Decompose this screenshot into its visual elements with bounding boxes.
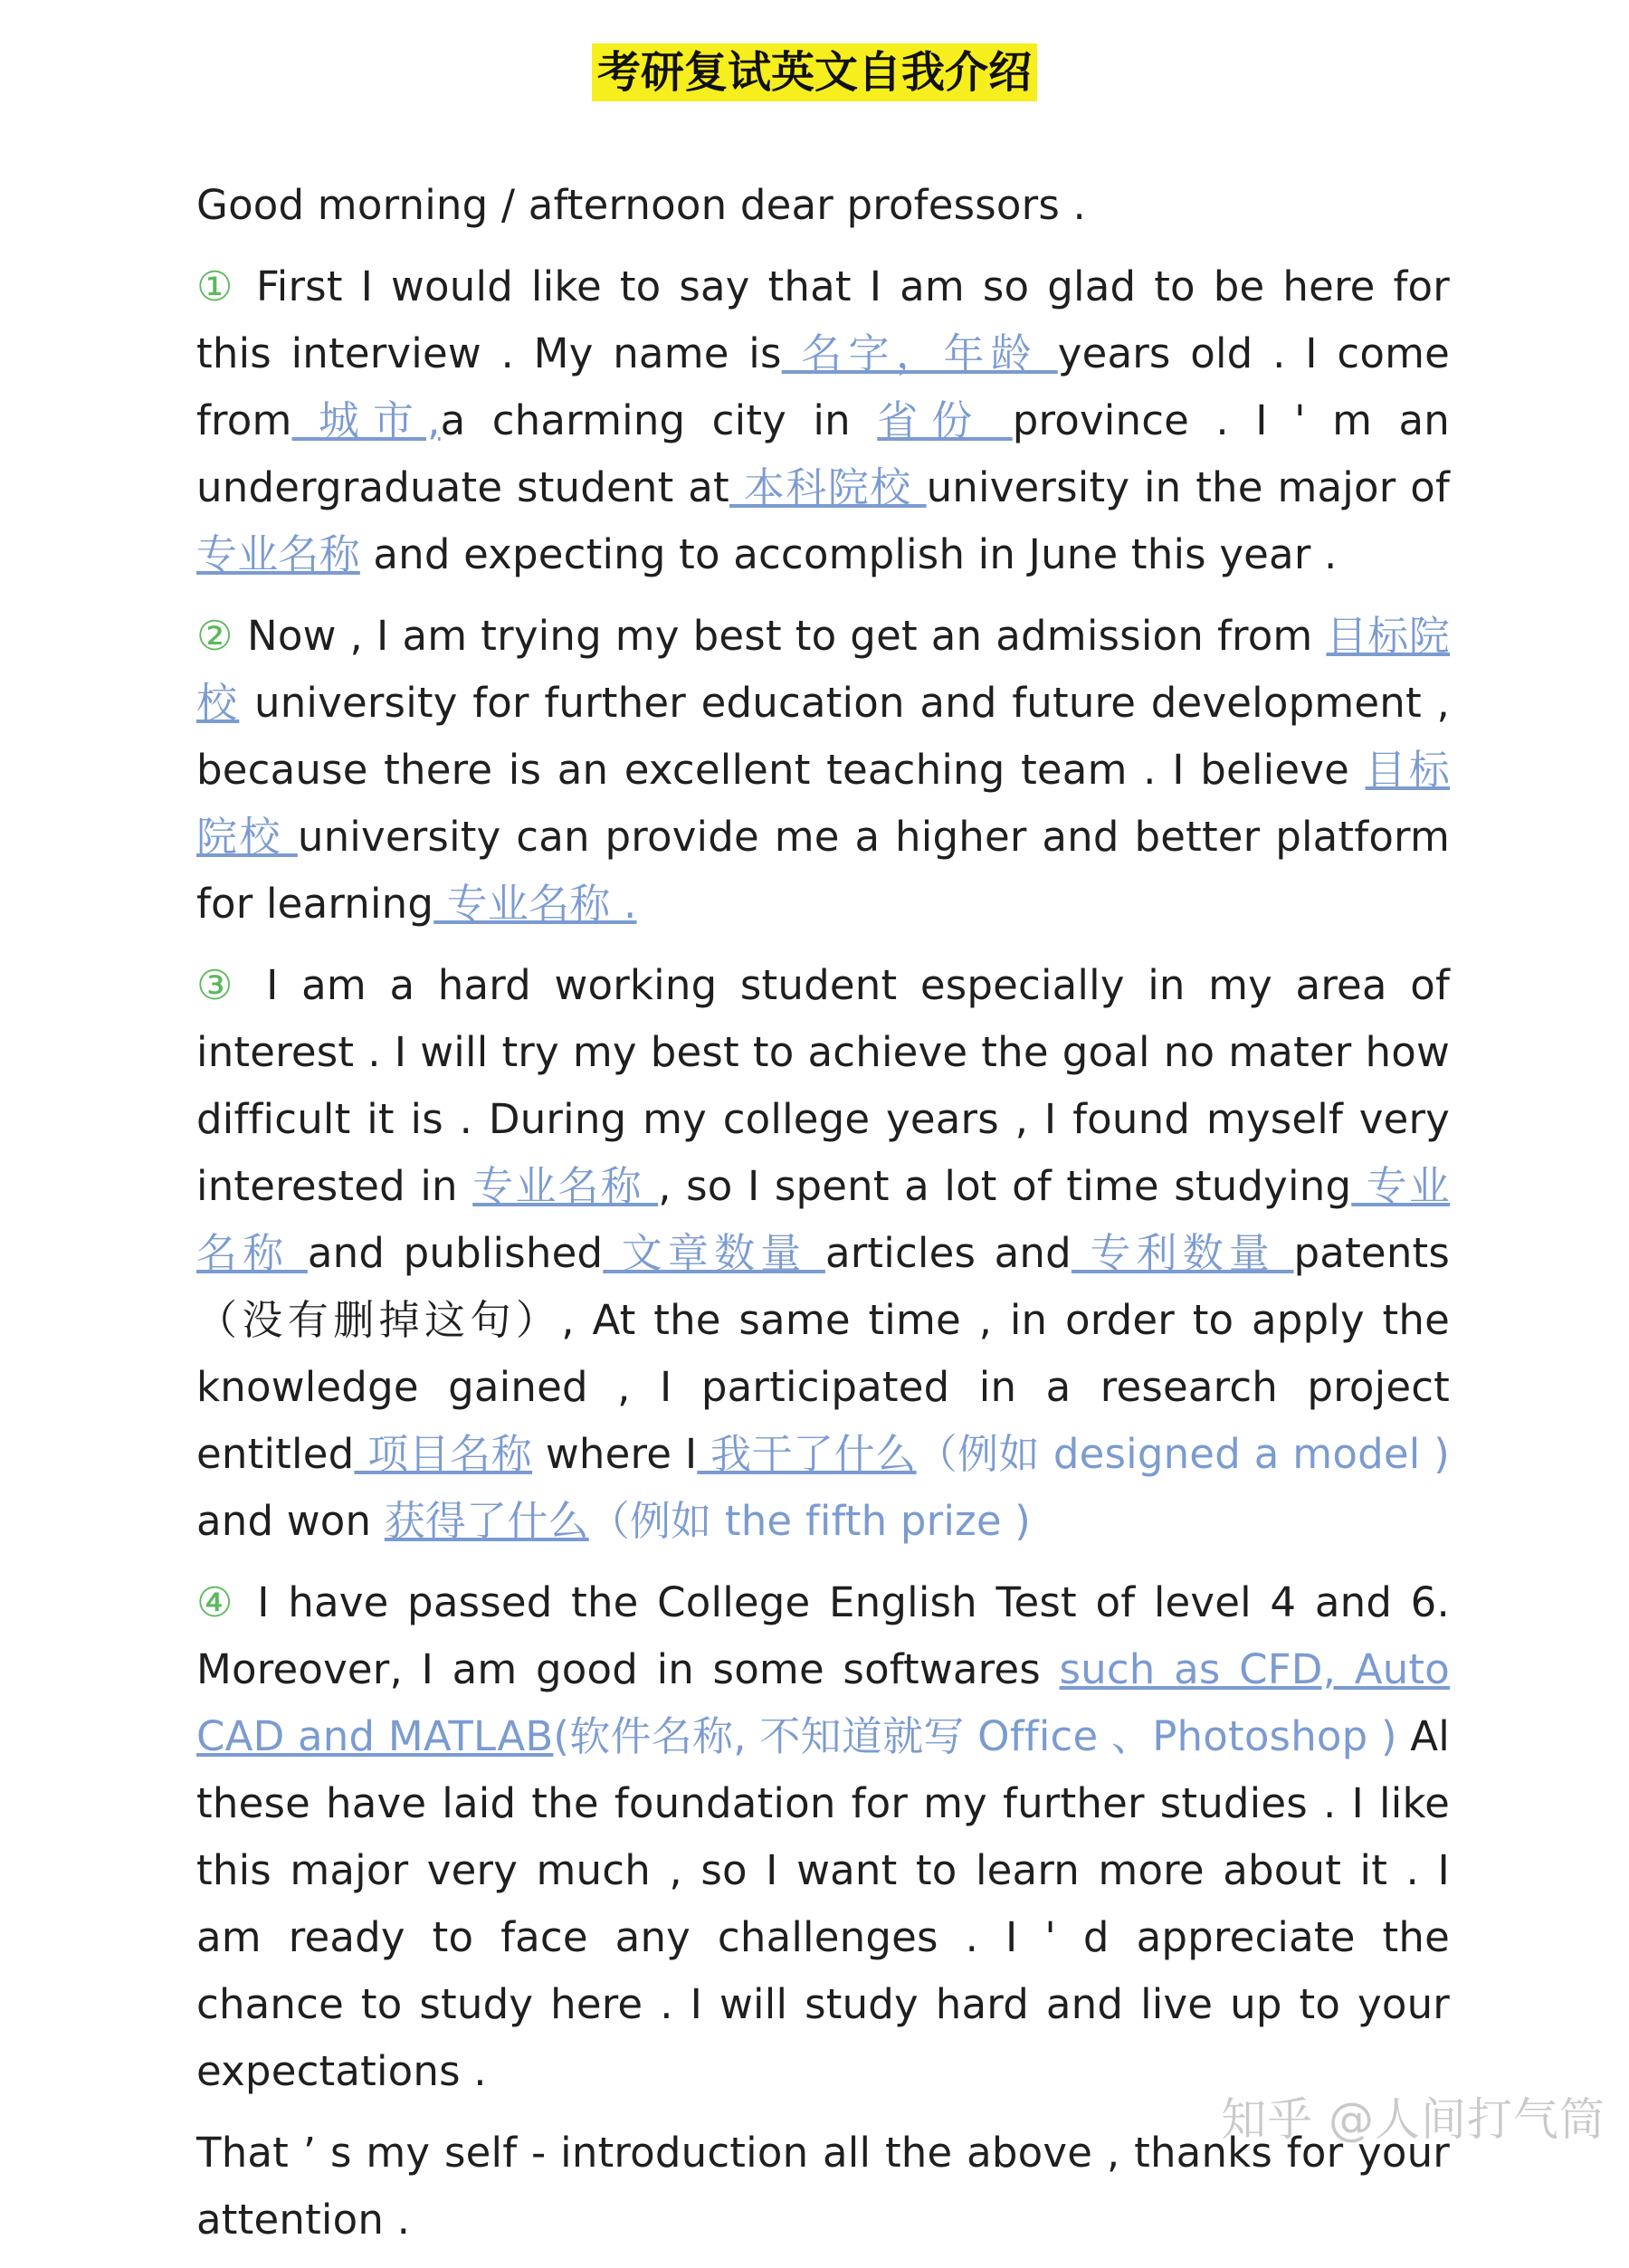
p3-blank-article-count: 文章数量 xyxy=(603,1229,825,1277)
p2-text-1: Now , I am trying my best to get an admission from xyxy=(233,612,1327,660)
p3-text-6: where I xyxy=(532,1430,698,1478)
circled-number-4: ④ xyxy=(196,1578,239,1626)
p1-blank-undergrad-school: 本科院校 xyxy=(729,463,927,511)
p2-blank-major: 专业名称 . xyxy=(433,880,637,928)
p1-text-6: and expecting to accomplish in June this year . xyxy=(359,530,1338,578)
p2-blank-target-school-2: 目标院校 xyxy=(196,746,1450,861)
greeting-text: Good morning / afternoon dear professors . xyxy=(196,181,1086,229)
document-body xyxy=(196,172,1450,2268)
p1-blank-city: 城市, xyxy=(291,396,441,444)
p1-blank-name-age: 名字，年龄 xyxy=(781,329,1058,377)
p3-blank-major-2: 专业名称 xyxy=(196,1162,1450,1277)
p2-text-2: university for further education and future development , because there is an excellent teaching team . I believe xyxy=(196,679,1450,794)
p1-text-3: a charming city in xyxy=(440,396,878,444)
p3-text-5: patents （没有删掉这句）, At the same time , in order to apply the knowledge gained , I participated in a research project entitled xyxy=(196,1229,1451,1478)
watermark: 知乎 @人间打气筒 xyxy=(1221,2093,1605,2146)
title-container xyxy=(0,43,1629,101)
p2-blank-target-school: 目标院校 xyxy=(196,612,1450,727)
closing-text: That ’ s my self - introduction all the above , thanks for your attention . xyxy=(196,2129,1450,2244)
p3-blank-patent-count: 专利数量 xyxy=(1071,1229,1294,1277)
p3-note-example-2: （例如 the fifth prize ) xyxy=(588,1497,1032,1545)
p3-blank-what-i-did: 我干了什么 xyxy=(697,1430,917,1478)
paragraph-1 xyxy=(196,253,1450,588)
greeting-paragraph xyxy=(196,172,1450,239)
circled-number-3: ③ xyxy=(196,961,243,1009)
p1-text-5: university in the major of xyxy=(926,463,1450,511)
p3-text-3: and published xyxy=(307,1229,604,1277)
p3-blank-project-name: 项目名称 xyxy=(354,1430,533,1478)
p2-text-3: university can provide me a higher and better platform for learning xyxy=(196,813,1450,928)
paragraph-2 xyxy=(196,603,1450,938)
p3-text-2: , so I spent a lot of time studying xyxy=(658,1162,1352,1210)
page-title: 考研复试英文自我介绍 xyxy=(592,43,1037,101)
p4-text-1: I have passed the College English Test of level 4 and 6. Moreover, I am good in some softwares xyxy=(196,1578,1451,1693)
p1-text-2: years old . I come from xyxy=(196,329,1450,444)
paragraph-4 xyxy=(196,1569,1450,2105)
p3-text-7: and won xyxy=(196,1497,385,1545)
circled-number-1: ① xyxy=(196,262,238,310)
p3-text-1: I am a hard working student especially in my area of interest . I will try my best to achieve the goal no mater how difficult it is . During my college years , I found myself very interested in xyxy=(196,961,1450,1210)
p4-note-software: (软件名称, 不知道就写 Office 、Photoshop ) xyxy=(553,1712,1397,1760)
p1-blank-province: 省份 xyxy=(877,396,1013,444)
p1-text-1: First I would like to say that I am so glad to be here for this interview . My name is xyxy=(196,262,1450,377)
p3-text-4: articles and xyxy=(824,1229,1072,1277)
p3-note-example-1: （例如 designed a model ) xyxy=(916,1430,1450,1478)
paragraph-3 xyxy=(196,952,1450,1555)
p1-blank-major: 专业名称 xyxy=(196,530,360,578)
p1-text-4: province . I ' m an undergraduate student at xyxy=(196,396,1451,511)
p4-text-2: Al these have laid the foundation for my further studies . I like this major very much , so I want to learn more about it . I am ready to face any challenges . I ' d appreciate the chance to study here . I will study hard and live up to your expectations . xyxy=(196,1712,1450,2095)
p3-blank-award: 获得了什么 xyxy=(384,1497,589,1545)
p3-blank-major-1: 专业名称 xyxy=(472,1162,659,1210)
p4-blank-software: such as CFD, Auto CAD and MATLAB xyxy=(196,1645,1450,1760)
circled-number-2: ② xyxy=(196,612,234,660)
